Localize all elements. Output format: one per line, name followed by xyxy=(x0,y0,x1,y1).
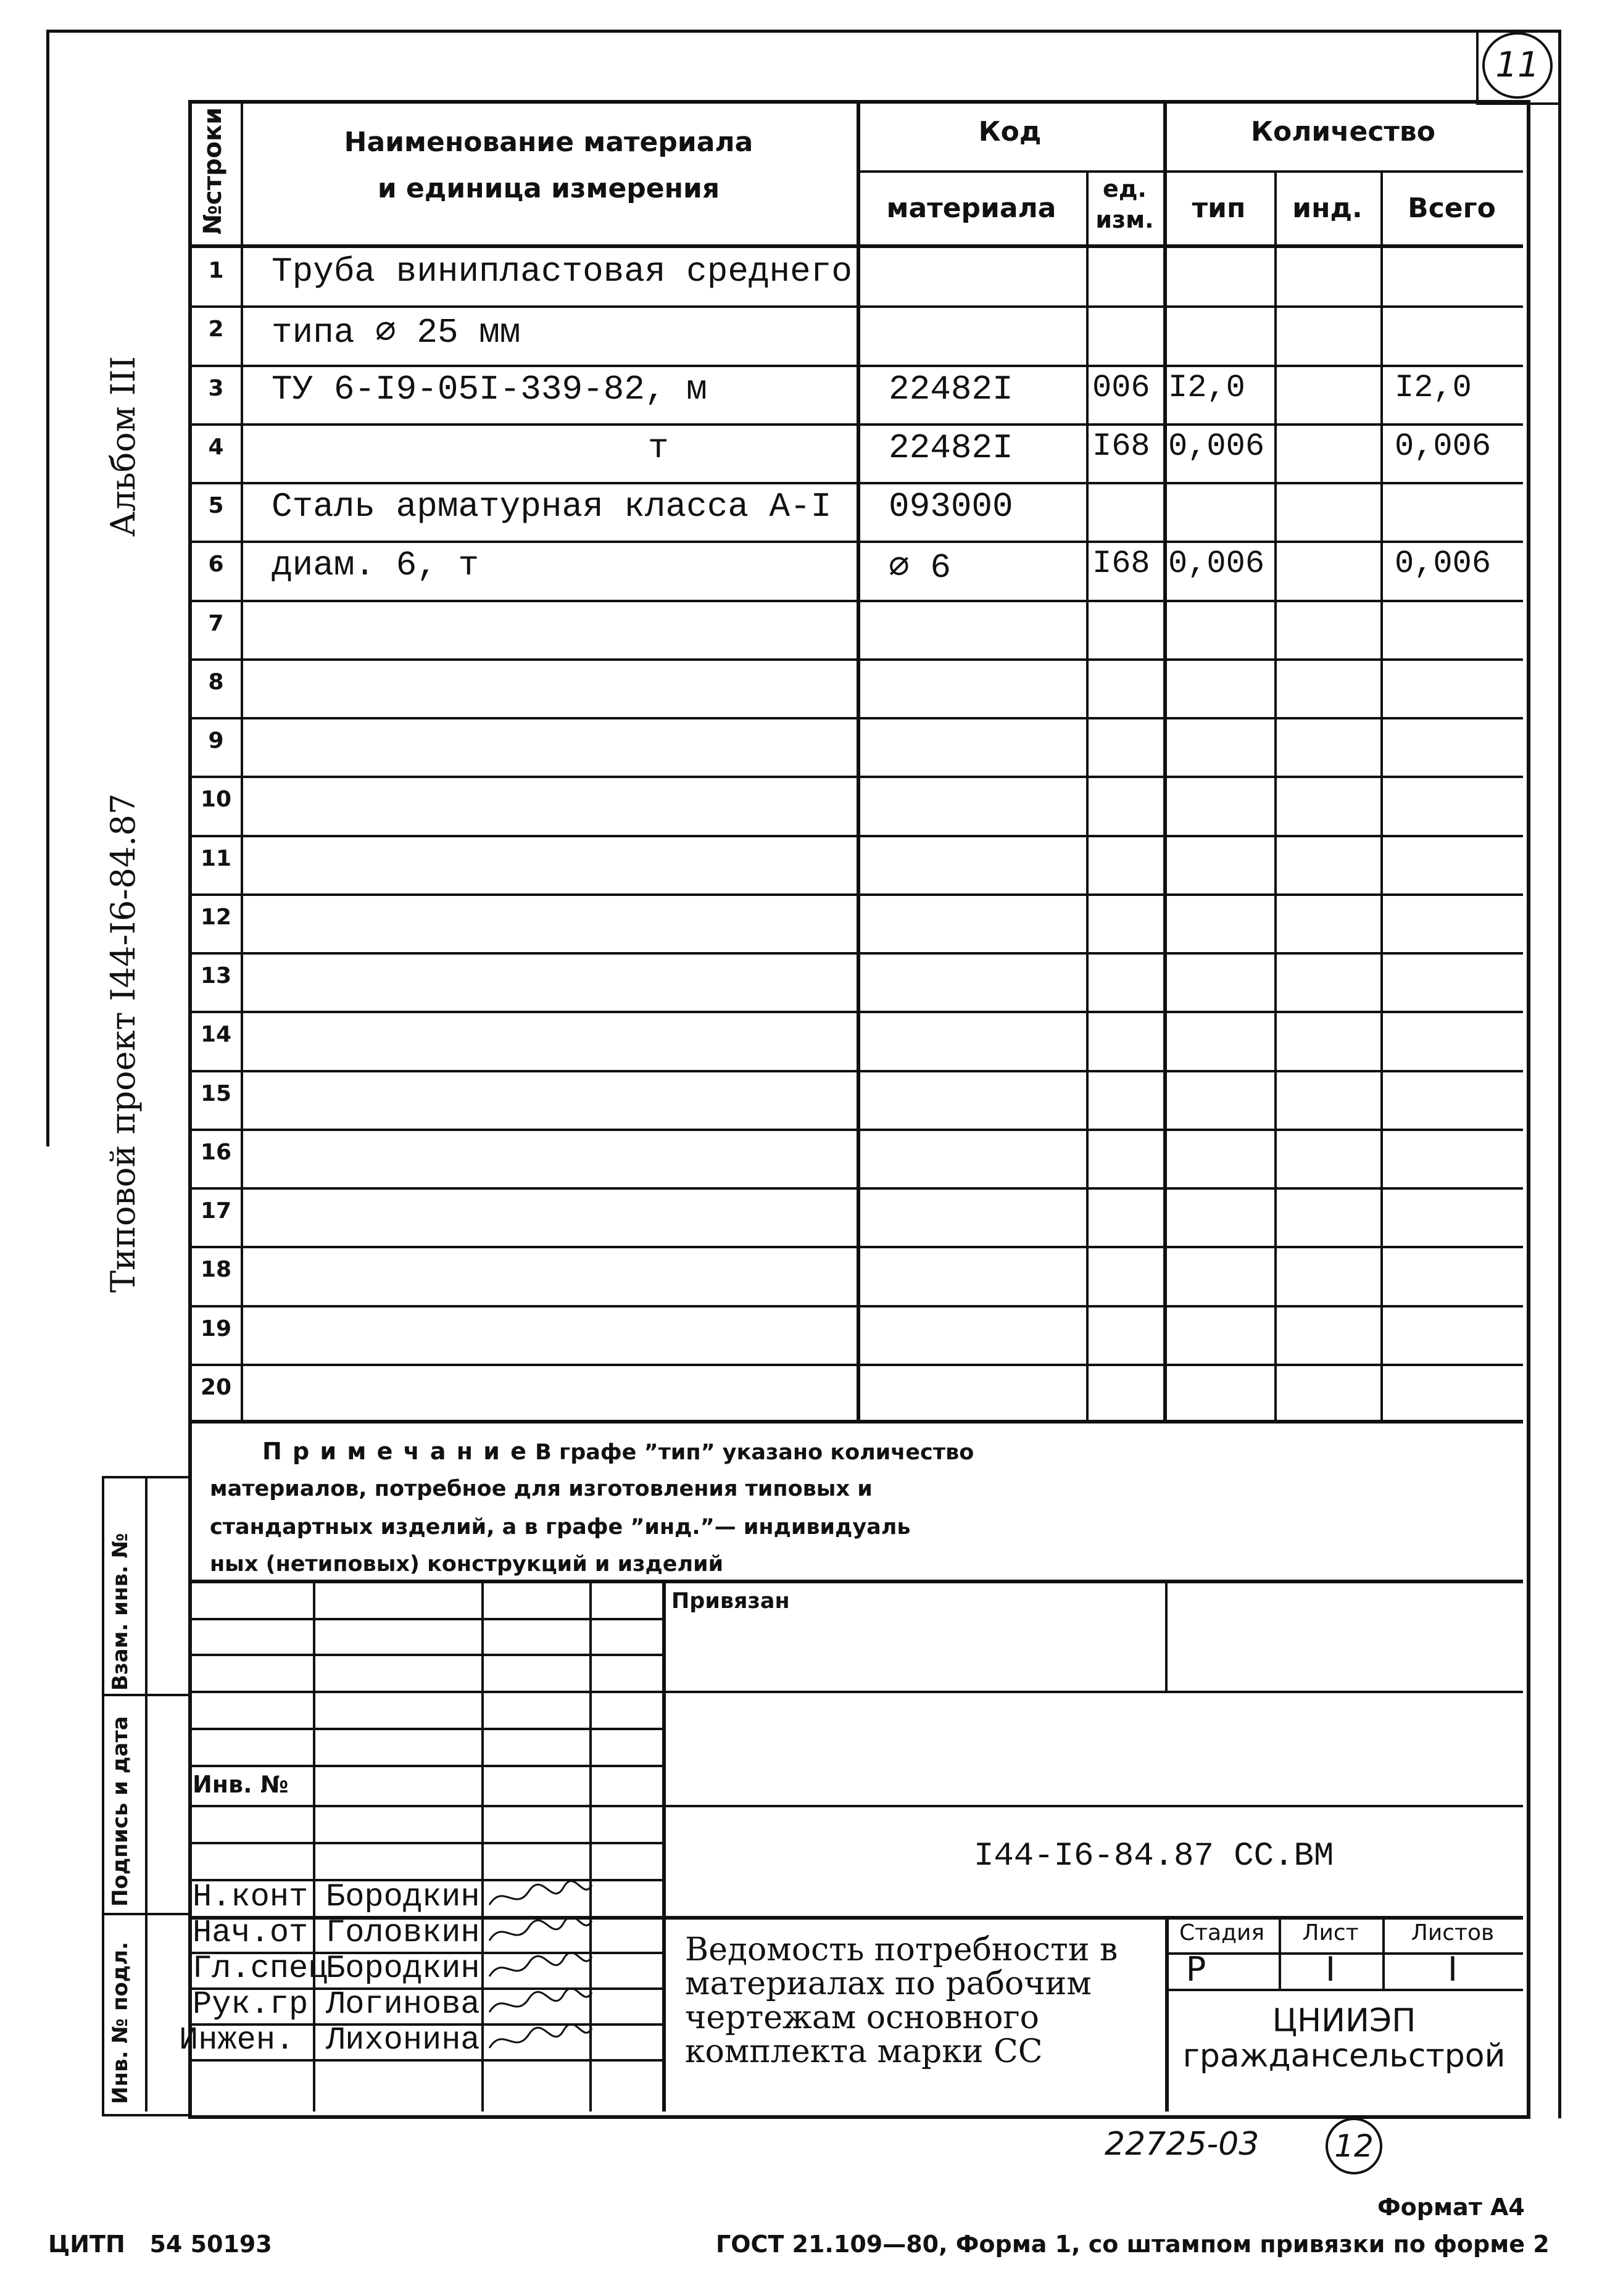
row-divider xyxy=(188,1011,1523,1013)
row-divider xyxy=(188,600,1523,602)
footer-gost: ГОСТ 21.109—80, Форма 1, со штампом привязки по форме 2 xyxy=(716,2231,1550,2258)
bottom-page-number: 12 xyxy=(1326,2118,1382,2174)
signature-scribble xyxy=(484,1879,596,1917)
signature-role: Гл.спец xyxy=(193,1950,328,1987)
note-line1 xyxy=(262,1438,974,1465)
note-line3: стандартных изделий, а в графе ˮинд.ˮ— индивидуаль xyxy=(210,1515,911,1540)
row-number: 1 xyxy=(208,258,224,283)
sheets-value: I xyxy=(1448,1950,1458,1989)
row-divider xyxy=(188,1364,1523,1366)
row-divider xyxy=(188,1246,1523,1248)
frame-left-line xyxy=(46,30,49,1146)
signature-name: Логинова xyxy=(326,1986,480,2023)
signature-name: Бородкин xyxy=(326,1879,480,1915)
album-label: Альбом III xyxy=(104,356,143,537)
row-number: 19 xyxy=(200,1316,232,1341)
row-divider xyxy=(188,482,1523,484)
total-header: Всего xyxy=(1408,193,1496,224)
quantity-total: 0,006 xyxy=(1395,545,1492,582)
note-line2: материалов, потребное для изготовления типовых и xyxy=(210,1477,873,1501)
unit-code: I68 xyxy=(1092,545,1150,582)
row-divider xyxy=(188,835,1523,837)
code-header: Код xyxy=(978,116,1042,147)
title-line2: материалах по рабочим xyxy=(685,1965,1092,2002)
quantity-type: 0,006 xyxy=(1168,545,1265,582)
row-number: 2 xyxy=(208,317,224,342)
sheet-number: 11 xyxy=(1482,32,1553,99)
footer-left: ЦИТП 54 50193 xyxy=(48,2231,272,2258)
project-label: Типовой проект I44-I6-84.87 xyxy=(104,793,143,1293)
row-number: 6 xyxy=(208,552,224,577)
note-line1-text: В графе ˮтипˮ указано количество xyxy=(527,1440,974,1465)
quantity-total: I2,0 xyxy=(1395,370,1472,406)
signature-role: Инжен. xyxy=(179,2022,295,2058)
title-line4: комплекта марки СС xyxy=(685,2033,1043,2070)
row-divider xyxy=(188,1070,1523,1072)
signature-name: Лихонина xyxy=(326,2022,480,2058)
unit-code: 006 xyxy=(1092,370,1150,406)
row-divider xyxy=(188,1129,1523,1131)
row-number: 13 xyxy=(200,963,232,988)
title-line3: чертежам основного xyxy=(685,1999,1039,2036)
note-prefix: П р и м е ч а н и е xyxy=(262,1438,528,1465)
quantity-total: 0,006 xyxy=(1395,428,1492,465)
swap-inv-label: Взам. инв. № xyxy=(108,1533,133,1691)
row-number: 3 xyxy=(208,376,224,401)
material-code-header: материала xyxy=(886,193,1056,224)
signature-scribble xyxy=(484,1986,596,2025)
material-name: Труба винипластовая среднего xyxy=(272,252,852,291)
sheet-label: Лист xyxy=(1302,1920,1359,1946)
signature-role: Нач.от xyxy=(193,1915,309,1951)
inv-orig-label: Инв. № подл. xyxy=(108,1941,133,2104)
sheet-value: I xyxy=(1326,1950,1335,1989)
quantity-header: Количество xyxy=(1251,116,1435,147)
sheets-label: Листов xyxy=(1411,1920,1495,1946)
row-number: 14 xyxy=(200,1022,232,1047)
row-number: 18 xyxy=(200,1257,232,1282)
format-label: Формат А4 xyxy=(1377,2194,1525,2221)
signature-scribble xyxy=(484,1915,596,1953)
name-header-line1: Наименование материала xyxy=(344,126,753,158)
row-number: 20 xyxy=(200,1375,232,1400)
row-divider xyxy=(188,541,1523,543)
row-number: 11 xyxy=(200,846,232,871)
archive-code: 22725-03 xyxy=(1105,2126,1260,2163)
signature-role: Н.конт xyxy=(193,1879,309,1915)
row-number: 10 xyxy=(200,787,232,812)
row-number: 5 xyxy=(208,493,224,518)
row-divider xyxy=(188,305,1523,308)
unit-header-line1: ед. xyxy=(1103,175,1147,202)
material-name: т xyxy=(648,428,669,468)
stage-label: Стадия xyxy=(1179,1920,1265,1946)
stage-value: Р xyxy=(1185,1950,1206,1989)
row-divider xyxy=(188,717,1523,719)
row-divider xyxy=(188,776,1523,778)
row-divider xyxy=(188,952,1523,955)
row-divider xyxy=(188,1305,1523,1308)
material-name: ТУ 6-I9-05I-339-82, м xyxy=(272,370,707,409)
material-code: ∅ 6 xyxy=(889,548,951,587)
row-number: 4 xyxy=(208,434,224,460)
signature-scribble xyxy=(484,2022,596,2060)
quantity-type: 0,006 xyxy=(1168,428,1265,465)
unit-header-line2: изм. xyxy=(1095,206,1154,233)
quantity-type: I2,0 xyxy=(1168,370,1245,406)
material-code: 22482I xyxy=(889,428,1013,468)
row-divider xyxy=(188,365,1523,367)
signature-name: Головкин xyxy=(326,1915,480,1951)
row-number: 17 xyxy=(200,1198,232,1224)
row-no-header: №строки xyxy=(199,107,227,235)
row-divider xyxy=(188,658,1523,661)
signature-scribble xyxy=(484,1950,596,1989)
row-number: 9 xyxy=(208,728,224,753)
name-header-line2: и единица измерения xyxy=(377,173,720,204)
privyazan-label: Привязан xyxy=(671,1589,790,1614)
inv-no-label: Инв. № xyxy=(193,1771,289,1798)
row-number: 16 xyxy=(200,1140,232,1165)
material-name: типа ∅ 25 мм xyxy=(272,313,521,352)
material-name: диам. 6, т xyxy=(272,545,479,585)
material-name: Сталь арматурная класса А-I xyxy=(272,487,832,526)
title-line1: Ведомость потребности в xyxy=(685,1931,1118,1968)
row-divider xyxy=(188,893,1523,896)
material-code: 093000 xyxy=(889,487,1013,526)
unit-code: I68 xyxy=(1092,428,1150,465)
organization-line2: граждансельстрой xyxy=(1182,2037,1506,2074)
individual-header: инд. xyxy=(1292,193,1363,224)
organization-line1: ЦНИИЭП xyxy=(1272,2002,1416,2039)
type-header: тип xyxy=(1192,193,1246,224)
row-number: 8 xyxy=(208,669,224,695)
signature-name: Бородкин xyxy=(326,1950,480,1987)
material-code: 22482I xyxy=(889,370,1013,409)
row-number: 12 xyxy=(200,905,232,930)
row-divider xyxy=(188,423,1523,426)
row-divider xyxy=(188,1187,1523,1190)
sign-date-label: Подпись и дата xyxy=(108,1716,133,1907)
row-number: 15 xyxy=(200,1081,232,1106)
row-number: 7 xyxy=(208,611,224,636)
note-line4: ных (нетиповых) конструкций и изделий xyxy=(210,1552,724,1577)
document-code: I44-I6-84.87 СС.ВМ xyxy=(974,1838,1334,1875)
signature-role: Рук.гр xyxy=(193,1986,309,2023)
